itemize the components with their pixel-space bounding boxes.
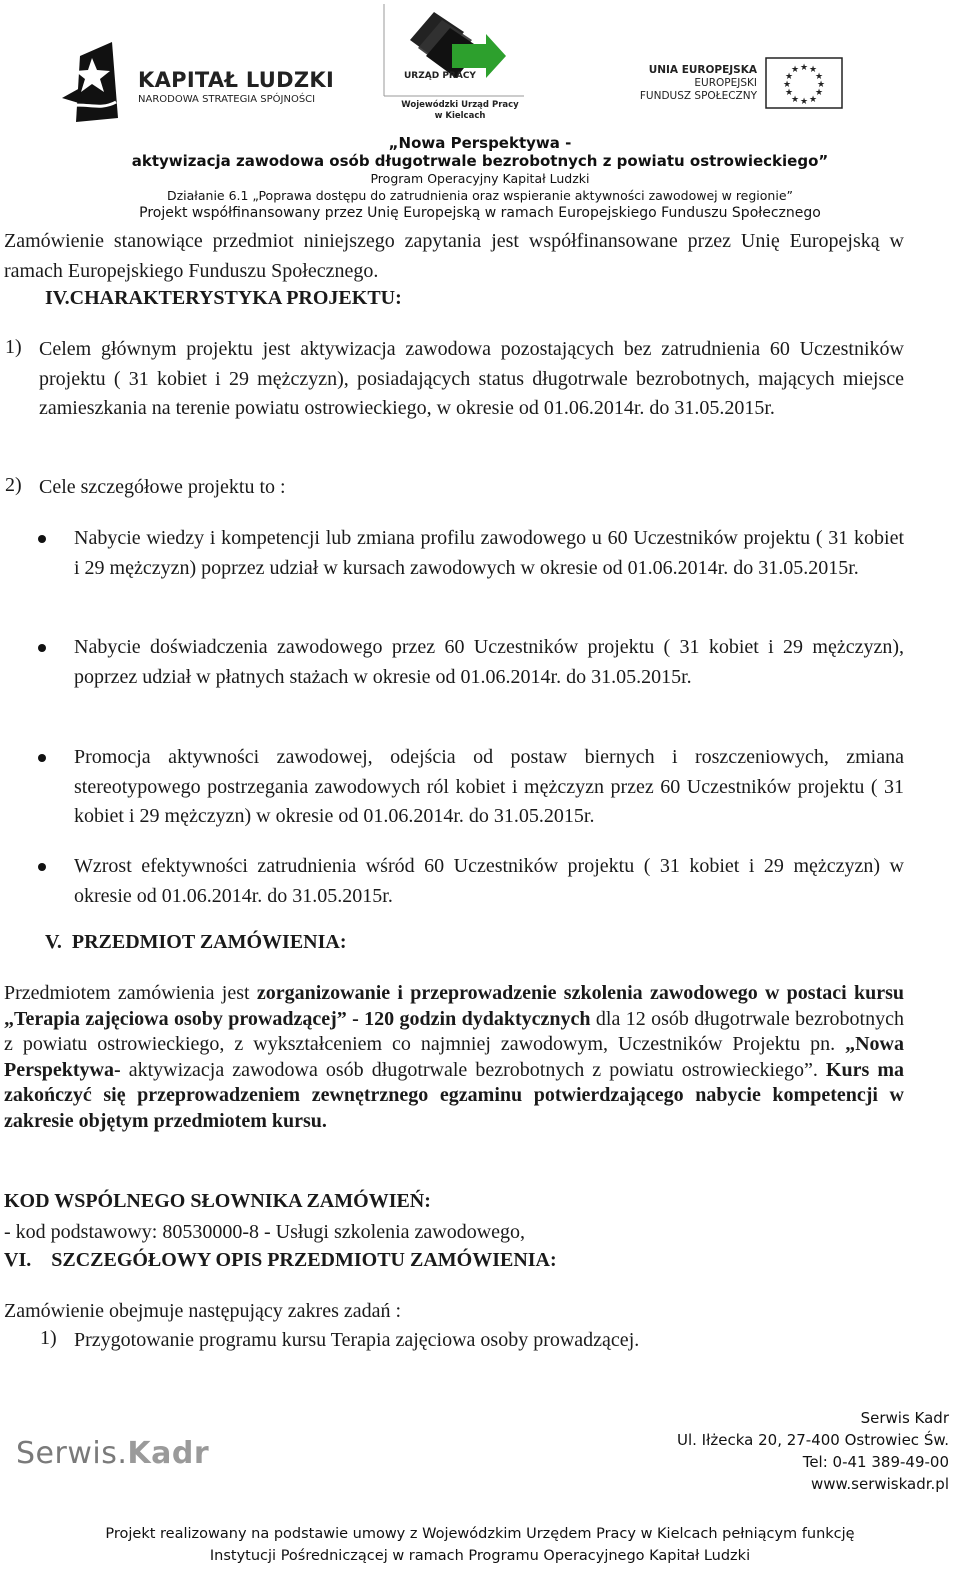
project-title-line2: aktywizacja zawodowa osób długotrwale bezrobotnych z powiatu ostrowieckiego”: [131, 152, 829, 170]
svg-text:★: ★: [790, 65, 800, 75]
objective-item: Promocja aktywności zawodowej, odejścia od postaw biernych i roszczeniowych, zmiana stereotypowego postrzegania zawodowych ról kobiet i mężczyzn przez 60 Uczestników projektu ( 31 kobiet i 29 mężczyzn) w okresie od 01.06.2014r. do 31.05.2015r.: [74, 746, 904, 827]
unia-europejska-text: UNIA EUROPEJSKA EUROPEJSKI FUNDUSZ SPOŁECZNY: [639, 64, 757, 102]
section-6-item-1: Przygotowanie programu kursu Terapia zajęciowa osoby prowadzącej.: [74, 1329, 640, 1351]
svg-text:★: ★: [799, 63, 809, 73]
section-6-heading: VI. SZCZEGÓŁOWY OPIS PRZEDMIOTU ZAMÓWIENIA:: [4, 1249, 557, 1271]
section-4-heading: IV.CHARAKTERYSTYKA PROJEKTU:: [45, 287, 402, 309]
section-6-item-1-number: 1): [40, 1327, 57, 1349]
footer-line-2: Instytucji Pośredniczącej w ramach Programu Operacyjnego Kapitał Ludzki: [209, 1548, 751, 1564]
bullet-icon: [38, 535, 46, 543]
section-4-item-1-number: 1): [5, 336, 22, 358]
cpv-heading: KOD WSPÓLNEGO SŁOWNIKA ZAMÓWIEŃ:: [4, 1190, 431, 1212]
page-footer: [0, 1523, 960, 1567]
objective-item: Nabycie wiedzy i kompetencji lub zmiana profilu zawodowego u 60 Uczestników projektu ( 31 kobiet i 29 mężczyzn) poprzez udział w kursach zawodowych w okresie od 01.06.2014r. do 31.05.2015r.: [74, 527, 904, 579]
unia-europejska-logo: [625, 55, 850, 115]
bullet-icon: [38, 863, 46, 871]
program-name: Program Operacyjny Kapitał Ludzki: [370, 171, 590, 186]
svg-text:★: ★: [784, 88, 794, 98]
objective-item: Wzrost efektywności zatrudnienia wśród 60 Uczestników projektu ( 31 kobiet i 29 mężczyzn) w okresie od 01.06.2014r. do 31.05.2015r.: [74, 855, 904, 907]
svg-text:★: ★: [808, 65, 818, 75]
company-website[interactable]: www.serwiskadr.pl: [810, 1475, 949, 1493]
company-address: Ul. Iłżecka 20, 27-400 Ostrowiec Św.: [677, 1431, 949, 1449]
header-logos: [0, 0, 960, 128]
svg-text:★: ★: [816, 80, 826, 90]
section-4-item-1: Celem głównym projektu jest aktywizacja zawodowa pozostających bez zatrudnienia 60 Uczestników projektu ( 31 kobiet i 29 mężczyzn), posiadających status długotrwale bezrobotnych, mających miejsce zamieszkania na terenie powiatu ostrowieckiego, w okresie od 01.06.2014r. do 31.05.2015r.: [39, 338, 904, 419]
section-5-heading: V. PRZEDMIOT ZAMÓWIENIA:: [45, 931, 347, 953]
section-4-item-2-number: 2): [5, 474, 22, 496]
eu-flag-icon: [765, 57, 845, 111]
objective-item: Nabycie doświadczenia zawodowego przez 60 Uczestników projektu ( 31 kobiet i 29 mężczyzn), poprzez udział w płatnych stażach w okresie od 01.06.2014r. do 31.05.2015r.: [74, 636, 904, 688]
kapital-ludzki-title: KAPITAŁ LUDZKI: [138, 68, 335, 92]
section-6-intro: Zamówienie obejmuje następujący zakres zadań :: [4, 1300, 402, 1322]
project-title-line1: „Nowa Perspektywa -: [388, 134, 572, 152]
contact-block: [677, 1407, 949, 1495]
order-subject-paragraph: Przedmiotem zamówienia jest zorganizowanie i przeprowadzenie szkolenia zawodowego w postaci kursu „Terapia zajęciowa osoby prowadzącej” - 120 godzin dydaktycznych dla 12 osób długotrwale bezrobotnych z powiatu ostrowieckiego, z wykształceniem co najmniej zawodowym, Uczestników Projektu pn. „Nowa Perspektywa- aktywizacja zawodowa osób długotrwale bezrobotnych z powiatu ostrowieckiego”. Kurs ma zakończyć się przeprowadzeniem zewnętrznego egzaminu potwierdzającego nabycie kompetencji w zakresie objętym przedmiotem kursu.: [4, 982, 905, 1132]
footer-line-1: Projekt realizowany na podstawie umowy z Wojewódzkim Urzędem Pracy w Kielcach pełniącym funkcję: [105, 1526, 855, 1542]
urzad-pracy-name: Wojewódzki Urząd Pracy w Kielcach: [401, 100, 519, 121]
urzad-pracy-logo: [382, 0, 527, 125]
section-4-item-2: Cele szczegółowe projektu to :: [39, 476, 286, 498]
svg-text:★: ★: [799, 97, 809, 107]
cpv-code-line: - kod podstawowy: 80530000-8 - Usługi szkolenia zawodowego,: [4, 1221, 526, 1243]
svg-text:★: ★: [782, 80, 792, 90]
kapital-ludzki-logo: [62, 38, 342, 128]
urzad-pracy-label: URZĄD PRACY: [404, 71, 476, 81]
serwis-kadr-logo: Serwis.Kadr: [16, 1436, 210, 1471]
kapital-ludzki-subtitle: NARODOWA STRATEGIA SPÓJNOŚCI: [138, 94, 316, 105]
company-phone: Tel: 0-41 389-49-00: [802, 1453, 949, 1471]
bullet-icon: [38, 644, 46, 652]
svg-text:★: ★: [814, 72, 824, 82]
cofinancing-note: Projekt współfinansowany przez Unię Europejską w ramach Europejskiego Funduszu Społecznego: [139, 205, 821, 221]
project-header: [0, 134, 960, 222]
svg-text:★: ★: [814, 88, 824, 98]
intro-paragraph: Zamówienie stanowiące przedmiot niniejszego zapytania jest współfinansowane przez Unię Europejską w ramach Europejskiego Funduszu Społecznego.: [4, 230, 904, 282]
action-name: Działanie 6.1 „Poprawa dostępu do zatrudnienia oraz wspieranie aktywności zawodowej w regionie”: [166, 188, 793, 203]
svg-text:★: ★: [808, 95, 818, 105]
kapital-ludzki-emblem-icon: [62, 38, 132, 128]
company-name: Serwis Kadr: [860, 1409, 949, 1427]
svg-text:★: ★: [784, 72, 794, 82]
svg-text:★: ★: [790, 95, 800, 105]
bullet-icon: [38, 754, 46, 762]
